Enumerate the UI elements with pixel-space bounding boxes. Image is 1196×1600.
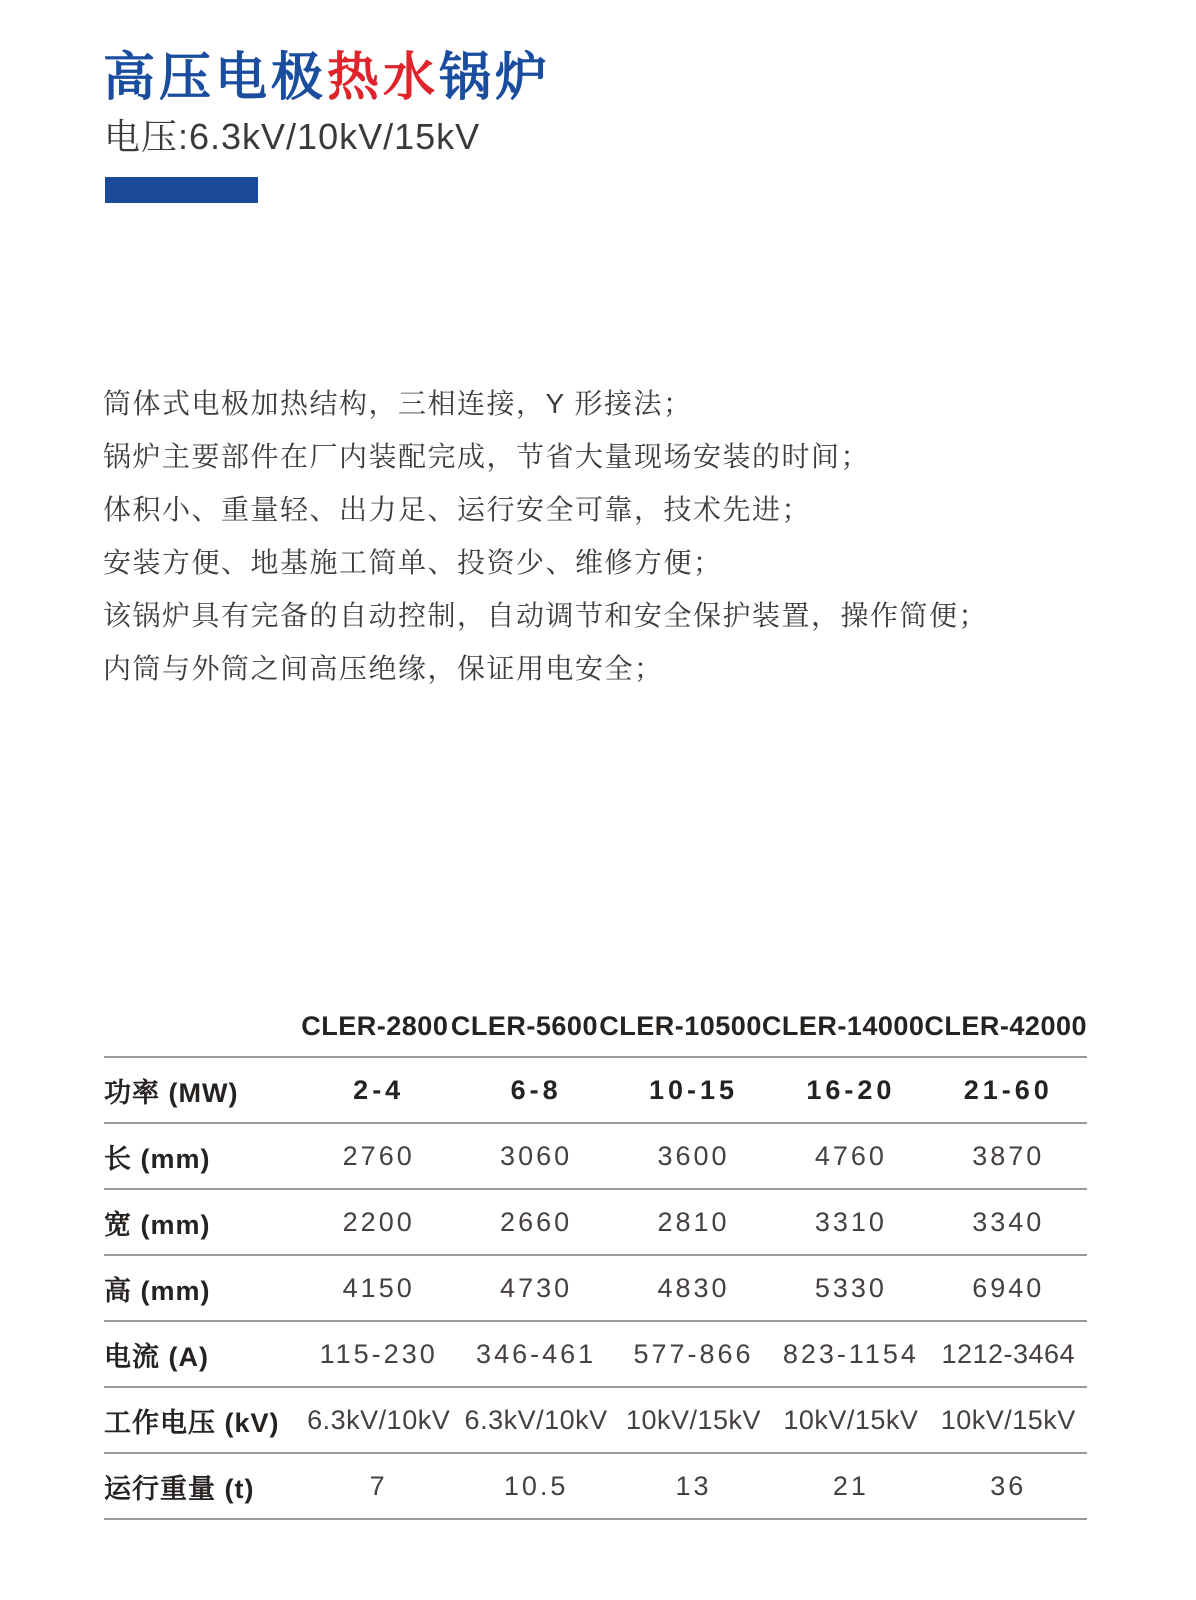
spec-value: 21-60 bbox=[963, 1074, 1053, 1105]
spec-value: 5330 bbox=[814, 1272, 887, 1303]
spec-value: 10.5 bbox=[503, 1470, 569, 1501]
model-column-header: CLER-5600 bbox=[450, 1011, 598, 1041]
table-row bbox=[104, 1058, 1087, 1124]
table-row bbox=[104, 1454, 1087, 1520]
row-label: 高 (mm) bbox=[104, 1275, 211, 1306]
spec-table bbox=[104, 996, 1087, 1520]
spec-value: 21 bbox=[832, 1470, 869, 1501]
spec-value: 13 bbox=[675, 1470, 712, 1501]
table-row bbox=[104, 1388, 1087, 1454]
spec-value: 6-8 bbox=[510, 1074, 562, 1105]
table-row bbox=[104, 1322, 1087, 1388]
spec-value: 6940 bbox=[972, 1272, 1045, 1303]
spec-value: 6.3kV/10kV bbox=[464, 1404, 608, 1435]
spec-value: 2760 bbox=[342, 1140, 415, 1171]
row-label: 宽 (mm) bbox=[104, 1209, 211, 1240]
spec-value: 6.3kV/10kV bbox=[307, 1404, 451, 1435]
spec-value: 3600 bbox=[657, 1140, 730, 1171]
accent-bar bbox=[105, 177, 258, 203]
spec-value: 1212-3464 bbox=[941, 1338, 1076, 1369]
spec-value: 2-4 bbox=[353, 1074, 405, 1105]
spec-value: 2200 bbox=[342, 1206, 415, 1237]
table-row bbox=[104, 1190, 1087, 1256]
spec-value: 3060 bbox=[500, 1140, 573, 1171]
page-title bbox=[103, 48, 551, 108]
spec-value: 4760 bbox=[814, 1140, 887, 1171]
table-header-row bbox=[104, 996, 1087, 1058]
spec-value: 7 bbox=[369, 1470, 388, 1501]
spec-value: 10kV/15kV bbox=[940, 1404, 1076, 1435]
model-column-header: CLER-42000 bbox=[924, 1011, 1087, 1041]
table-row bbox=[104, 1256, 1087, 1322]
feature-item: 该锅炉具有完备的自动控制，自动调节和安全保护装置，操作简便； bbox=[103, 600, 989, 631]
title-segment-blue-2: 锅炉 bbox=[439, 49, 552, 107]
title-segment-red: 热水 bbox=[327, 49, 440, 107]
model-column-header: CLER-2800 bbox=[301, 1011, 449, 1041]
feature-item: 筒体式电极加热结构，三相连接，Y 形接法； bbox=[103, 388, 693, 419]
row-label: 工作电压 (kV) bbox=[104, 1407, 280, 1438]
spec-value: 4830 bbox=[657, 1272, 730, 1303]
feature-item: 锅炉主要部件在厂内装配完成，节省大量现场安装的时间； bbox=[103, 441, 871, 472]
row-label: 电流 (A) bbox=[104, 1341, 209, 1372]
spec-value: 10-15 bbox=[648, 1074, 739, 1105]
row-label: 运行重量 (t) bbox=[104, 1473, 255, 1504]
feature-item: 安装方便、地基施工简单、投资少、维修方便； bbox=[103, 547, 723, 578]
spec-value: 346-461 bbox=[476, 1338, 597, 1369]
spec-value: 4150 bbox=[342, 1272, 415, 1303]
spec-value: 16-20 bbox=[806, 1074, 896, 1105]
spec-value: 823-1154 bbox=[782, 1338, 919, 1369]
spec-value: 4730 bbox=[500, 1272, 573, 1303]
feature-list bbox=[103, 377, 988, 695]
spec-value: 115-230 bbox=[319, 1338, 438, 1369]
feature-item: 体积小、重量轻、出力足、运行安全可靠，技术先进； bbox=[103, 494, 812, 525]
spec-value: 2810 bbox=[657, 1206, 730, 1237]
spec-value: 10kV/15kV bbox=[625, 1404, 762, 1435]
spec-value: 36 bbox=[990, 1470, 1027, 1501]
spec-value: 2660 bbox=[500, 1206, 573, 1237]
spec-value: 3340 bbox=[972, 1206, 1045, 1237]
model-column-header: CLER-10500 bbox=[599, 1011, 762, 1041]
spec-value: 577-866 bbox=[633, 1338, 754, 1369]
row-label: 长 (mm) bbox=[104, 1143, 211, 1174]
model-column-header: CLER-14000 bbox=[761, 1011, 925, 1041]
spec-value: 10kV/15kV bbox=[783, 1404, 919, 1435]
table-row bbox=[104, 1124, 1087, 1190]
feature-item: 内筒与外筒之间高压绝缘，保证用电安全； bbox=[103, 653, 664, 684]
voltage-subtitle: 电压:6.3kV/10kV/15kV bbox=[104, 116, 481, 157]
spec-value: 3310 bbox=[814, 1206, 887, 1237]
spec-value: 3870 bbox=[972, 1140, 1045, 1171]
row-label: 功率 (MW) bbox=[104, 1077, 239, 1108]
title-segment-blue-1: 高压电极 bbox=[103, 49, 328, 107]
